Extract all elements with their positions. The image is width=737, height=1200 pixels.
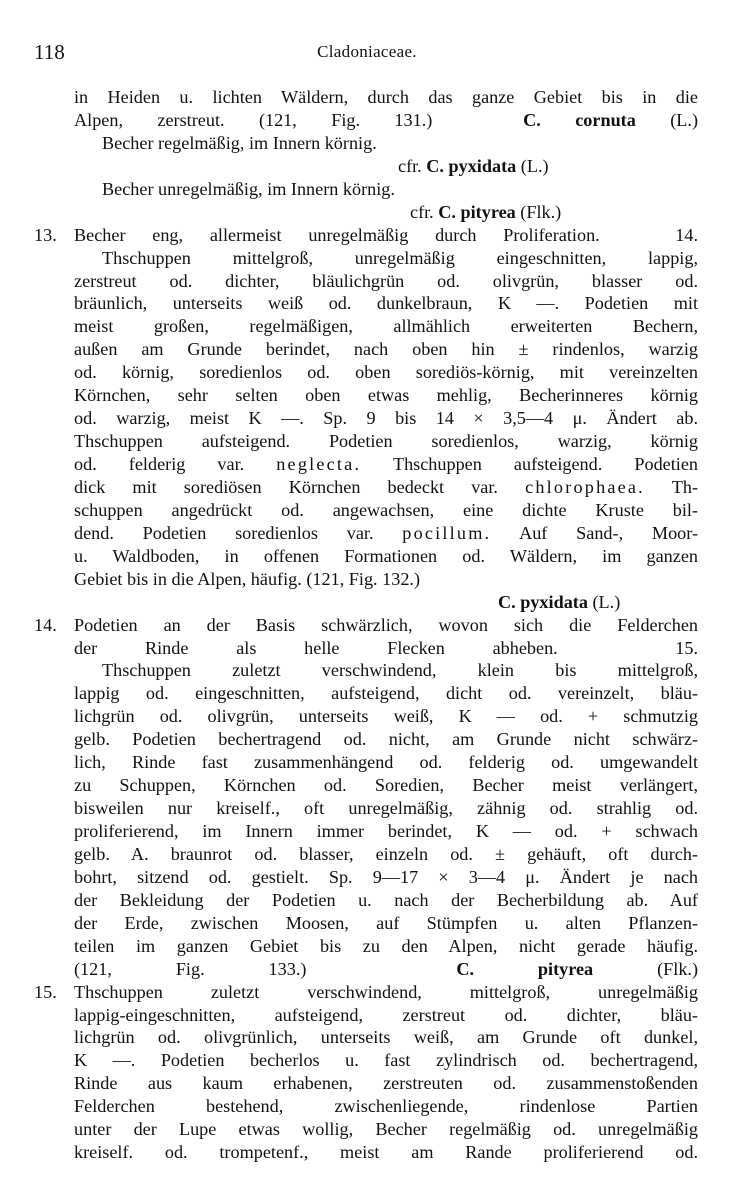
text-line: u. Waldboden, in offenen Formationen od. Wäldern, im ganzen — [74, 545, 698, 566]
text-line — [34, 591, 698, 614]
page-number: 118 — [34, 40, 65, 64]
text-line: K —. Podetien becherlos u. fast zylindrisch od. bechertragend, — [74, 1050, 698, 1071]
text-line — [34, 522, 698, 545]
text-line: Felderchen bestehend, zwischenliegende, rindenlose Partien — [74, 1096, 698, 1117]
text-line: lappig-eingeschnitten, aufsteigend, zerstreut od. dichter, bläu- — [74, 1004, 698, 1025]
key-entry-line — [34, 614, 698, 637]
variety-name: pocillum. — [402, 522, 492, 543]
text-line: teilen im ganzen Gebiet bis zu den Alpen, nicht gerade häufig. — [74, 935, 698, 956]
text-line: meist großen, regelmäßigen, allmählich erweiterten Bechern, — [74, 316, 698, 337]
text-line: gelb. A. braunrot od. blasser, einzeln od. ± gehäuft, oft durch- — [74, 843, 698, 864]
text-line: der Bekleidung der Podetien u. nach der Becherbildung ab. Auf — [74, 889, 698, 910]
key-number: 14. — [34, 614, 57, 635]
key-entry-line — [34, 981, 698, 1004]
text-line: gelb. Podetien bechertragend od. nicht, am Grunde nicht schwärz- — [74, 729, 698, 750]
text-fragment: dick mit sorediösen Körnchen bedeckt var. — [74, 476, 498, 497]
text-line — [34, 109, 698, 132]
text-line: zerstreut od. dichter, bläulichgrün od. olivgrün, blasser od. — [74, 270, 698, 291]
running-title: Cladoniaceae. — [317, 42, 417, 61]
text-line: außen am Grunde berindet, nach oben hin ± rindenlos, warzig — [74, 339, 698, 360]
species-name: C. pityrea — [456, 958, 594, 979]
text-fragment: Auf Sand-, Moor- — [519, 522, 699, 543]
author-citation: (L.) — [670, 109, 699, 130]
text-line — [34, 637, 698, 660]
text-fragment: (121, Fig. 133.) — [74, 958, 307, 979]
text-fragment: Th- — [671, 476, 698, 497]
text-fragment: Alpen, zerstreut. (121, Fig. 131.) — [74, 109, 433, 130]
text-line: Becher regelmäßig, im Innern körnig. — [102, 132, 377, 153]
species-name: C. pyxidata — [498, 591, 588, 612]
page-body — [34, 86, 698, 1164]
text-line: der Erde, zwischen Moosen, auf Stümpfen u. alten Pflanzen- — [74, 912, 698, 933]
page-header — [34, 40, 700, 66]
text-line: bräunlich, unterseits weiß od. dunkelbraun, K —. Podetien mit — [74, 293, 698, 314]
text-line: unter der Lupe etwas wollig, Becher regelmäßig od. unregelmäßig — [74, 1119, 698, 1140]
species-name: C. pityrea — [438, 201, 516, 222]
text-fragment: der Rinde als helle Flecken abheben. — [74, 637, 558, 658]
variety-name: chlorophaea. — [525, 476, 645, 497]
text-line — [34, 155, 698, 178]
species-name: C. pyxidata — [426, 155, 517, 176]
text-line: Thschuppen mittelgroß, unregelmäßig eingeschnitten, lappig, — [102, 247, 698, 268]
key-number: 13. — [34, 224, 57, 245]
text-line: lichgrün od. olivgrünlich, unterseits weiß, am Grunde oft dunkel, — [74, 1027, 698, 1048]
text-line: od. warzig, meist K —. Sp. 9 bis 14 × 3,5—4 μ. Ändert ab. — [74, 408, 698, 429]
text-line: schuppen angedrückt od. angewachsen, eine dichte Kruste bil- — [74, 499, 698, 520]
variety-name: neglecta. — [276, 454, 362, 474]
text-line — [34, 201, 698, 224]
author-citation: (Flk.) — [657, 958, 699, 979]
text-line — [34, 958, 698, 981]
text-line — [34, 453, 698, 476]
text-line: Körnchen, sehr selten oben etwas mehlig, Becherinneres körnig — [74, 385, 698, 406]
text-line: zu Schuppen, Körnchen od. Soredien, Becher meist verlängert, — [74, 775, 698, 796]
text-line: Thschuppen aufsteigend. Podetien soredienlos, warzig, körnig — [74, 431, 698, 452]
text-fragment: Becher eng, allermeist unregelmäßig durch Proliferation. — [74, 224, 600, 245]
text-line: in Heiden u. lichten Wäldern, durch das ganze Gebiet bis in die — [74, 87, 698, 107]
text-line: lichgrün od. olivgrün, unterseits weiß, K — od. + schmutzig — [74, 706, 698, 727]
cfr-label: cfr. — [410, 201, 434, 222]
text-line: Becher unregelmäßig, im Innern körnig. — [102, 178, 395, 199]
author-citation: (L.) — [592, 591, 621, 612]
key-number: 15. — [34, 981, 57, 1002]
text-line: Thschuppen zuletzt verschwindend, klein bis mittelgroß, — [102, 660, 698, 681]
text-line: lappig od. eingeschnitten, aufsteigend, dicht od. vereinzelt, bläu- — [74, 683, 698, 704]
text-line: Rinde aus kaum erhabenen, zerstreuten od. zusammenstoßenden — [74, 1073, 698, 1094]
text-fragment: od. felderig var. — [74, 454, 245, 474]
text-fragment: dend. Podetien soredienlos var. — [74, 522, 374, 543]
text-line: od. körnig, soredienlos od. oben sorediös-körnig, mit vereinzelten — [74, 362, 698, 383]
text-fragment: Podetien an der Basis schwärzlich, wovon sich die Felderchen — [74, 614, 698, 635]
text-line: proliferierend, im Innern immer berindet, K — od. + schwach — [74, 821, 698, 841]
cfr-label: cfr. — [398, 155, 422, 176]
text-line — [34, 476, 698, 499]
text-fragment: Thschuppen zuletzt verschwindend, mittelgroß, unregelmäßig — [74, 981, 698, 1002]
text-line: bohrt, sitzend od. gestielt. Sp. 9—17 × 3—4 μ. Ändert je nach — [74, 866, 698, 887]
author-citation: (Flk.) — [520, 201, 562, 222]
author-citation: (L.) — [520, 155, 549, 176]
species-name: C. cornuta — [523, 109, 636, 130]
key-entry-line — [34, 224, 698, 247]
text-line: Gebiet bis in die Alpen, häufig. (121, Fig. 132.) — [74, 568, 421, 589]
text-fragment: Thschuppen aufsteigend. Podetien — [392, 454, 699, 474]
key-reference: 15. — [675, 637, 698, 658]
text-line: bisweilen nur kreiself., oft unregelmäßig, zähnig od. strahlig od. — [74, 798, 698, 819]
text-line: kreiself. od. trompetenf., meist am Rande proliferierend od. — [74, 1142, 698, 1163]
text-line: lich, Rinde fast zusammenhängend od. felderig od. umgewandelt — [74, 752, 698, 773]
key-reference: 14. — [675, 224, 698, 245]
